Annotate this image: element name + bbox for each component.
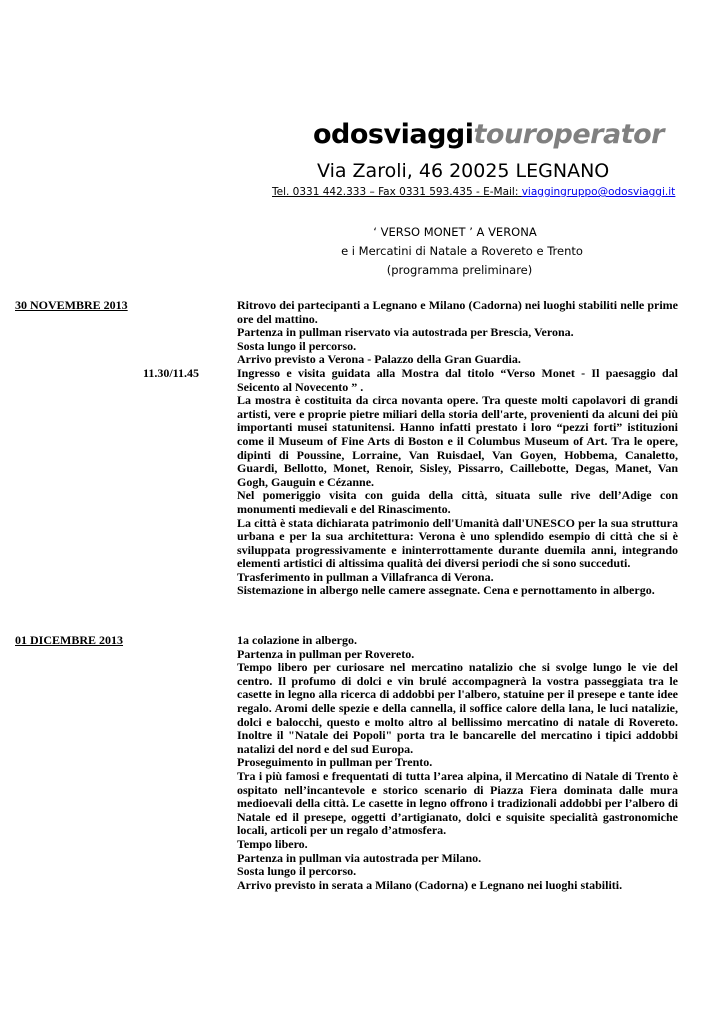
brand-name: odosviaggi <box>313 119 474 150</box>
company-logo <box>313 118 664 152</box>
day-1-description <box>237 299 678 598</box>
day-1-paragraph: Ingresso e visita guidata alla Mostra dal titolo “Verso Monet - Il paesaggio dal Seicento al Novecento ” . <box>237 365 678 394</box>
day-1-paragraph: Partenza in pullman riservato via autostrada per Brescia, Verona. <box>237 325 574 340</box>
day-2-paragraph: Tempo libero. <box>237 836 308 851</box>
email-link[interactable]: viaggingruppo@odosviaggi.it <box>521 186 676 198</box>
day-2-date: 01 DICEMBRE 2013 <box>15 633 124 647</box>
company-address: Via Zaroli, 46 20025 LEGNANO <box>317 160 610 182</box>
phone-fax-text: Tel. 0331 442.333 – Fax 0331 593.435 - E-Mail: <box>272 186 522 198</box>
day-1-time-label: 11.30/11.45 <box>143 366 200 380</box>
day-1-paragraph: Sosta lungo il percorso. <box>237 338 357 353</box>
day-2-paragraph: Partenza in pullman per Rovereto. <box>237 646 415 661</box>
day-1-paragraph: Sistemazione in albergo nelle camere assegnate. Cena e pernottamento in albergo. <box>237 583 655 598</box>
program-subtitle: e i Mercatini di Natale a Rovereto e Trento <box>341 244 583 258</box>
day-1-paragraph: La mostra è costituita da circa novanta opere. Tra queste molti capolavori di grandi artisti, vere e proprie pietre miliari della storia dell'arte, provenienti da alcuni dei più importanti musei statunitensi. Hanno infatti prestato i loro “pezzi forti” istituzioni come il Museum of Fine Arts di Boston e il Columbus Museum of Art. Tra le opere, dipinti di Poussine, Lorraine, Van Ruisdael, Van Goyen, Hobbema, Canaletto, Guardi, Bellotto, Monet, Renoir, Sisley, Pissarro, Caillebotte, Degas, Manet, Van Gogh, Gauguin e Cézanne. <box>237 393 678 489</box>
day-2-paragraph: Sosta lungo il percorso. <box>237 864 357 879</box>
day-1-paragraph: Arrivo previsto a Verona - Palazzo della Gran Guardia. <box>237 352 521 367</box>
day-2-paragraph: Proseguimento in pullman per Trento. <box>237 755 433 770</box>
day-2-paragraph: Tra i più famosi e frequentati di tutta l’area alpina, il Mercatino di Natale di Trento è ospitato nell’incantevole e storico scenario di Piazza Fiera dominata dalle mura medioevali della città. Le casette in legno offrono i tradizionali addobbi per l’albero di Natale ed il presepe, oggetti d’artigianato, dolci e squisite specialità gastronomiche locali, articoli per un regalo d’atmosfera. <box>237 768 678 838</box>
day-2-paragraph: Tempo libero per curiosare nel mercatino natalizio che si svolge lungo le vie del centro. Il profumo di dolci e vin brulé accompagnerà la vostra passeggiata tra le casette in legno alla ricerca di addobbi per l'albero, statuine per il presepe e tante idee regalo. Aromi delle spezie e della cannella, il soffice calore della lana, le luci natalizie, dolci e balocchi, questo e molto altro al bellissimo mercatino di natale di Rovereto. Inoltre il "Natale dei Popoli" porta tra le bancarelle del mercatino i tipici addobbi natalizi del nord e del sud Europa. <box>237 660 678 756</box>
contact-line <box>272 185 675 199</box>
day-2-paragraph: Arrivo previsto in serata a Milano (Cadorna) e Legnano nei luoghi stabiliti. <box>237 877 623 892</box>
program-note: (programma preliminare) <box>386 263 533 277</box>
day-1-date: 30 NOVEMBRE 2013 <box>15 298 128 312</box>
day-2-description <box>237 634 678 892</box>
day-1-paragraph: Ritrovo dei partecipanti a Legnano e Milano (Cadorna) nei luoghi stabiliti nelle prime ore del mattino. <box>237 298 678 326</box>
brand-tagline: touroperator <box>473 119 664 150</box>
day-1-paragraph: Trasferimento in pullman a Villafranca di Verona. <box>237 569 494 584</box>
day-2-paragraph: Partenza in pullman via autostrada per Milano. <box>237 850 482 865</box>
program-title: ‘ VERSO MONET ’ A VERONA <box>373 225 537 239</box>
day-2-paragraph: 1a colazione in albergo. <box>237 633 357 647</box>
day-1-paragraph: Nel pomeriggio visita con guida della città, situata sulle rive dell’Adige con monumenti medievali e del Rinascimento. <box>237 488 678 516</box>
day-1-paragraph: La città è stata dichiarata patrimonio dell'Umanità dall'UNESCO per la sua struttura urbana e per la sua architettura: Verona è uno splendido esempio di città che si è sviluppata progressivamente e ininterrottamente durante duemila anni, integrando elementi artistici di altissima qualità dei diversi periodi che si sono succeduti. <box>237 515 678 571</box>
program-title-block <box>0 223 724 280</box>
